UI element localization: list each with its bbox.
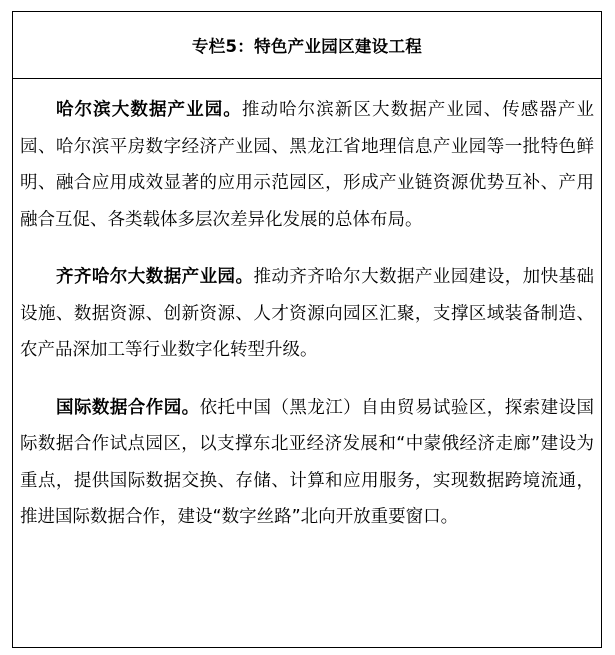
section-heading: 哈尔滨大数据产业园。	[56, 100, 242, 120]
section-text: 推动齐齐哈尔大数据产业园建设，加快基础设施、数据资源、创新资源、人才资源向园区汇聚，支撑区域装备制造、农产品深加工等行业数字化转型升级。	[20, 267, 595, 360]
section-qiqihar-big-data-park	[20, 259, 594, 369]
section-heading: 国际数据合作园。	[56, 397, 200, 418]
box-title: 专栏5：特色产业园区建设工程	[191, 37, 423, 56]
box-body	[13, 78, 601, 557]
section-harbin-big-data-park	[20, 92, 594, 238]
feature-box	[12, 11, 602, 648]
section-text: 依托中国（黑龙江）自由贸易试验区，探索建设国际数据合作试点园区，以支撑东北亚经济发展和“中蒙俄经济走廊”建设为重点，提供国际数据交换、存储、计算和应用服务，实现数据跨境流通，推进国际数据合作，建设“数字丝路”北向开放重要窗口。	[20, 397, 595, 527]
box-header	[13, 12, 601, 79]
section-international-data-park	[20, 390, 594, 536]
section-heading: 齐齐哈尔大数据产业园。	[56, 267, 254, 287]
section-text: 推动哈尔滨新区大数据产业园、传感器产业园、哈尔滨平房数字经济产业园、黑龙江省地理信息产业园等一批特色鲜明、融合应用成效显著的应用示范园区，形成产业链资源优势互补、产用融合互促、各类载体多层次差异化发展的总体布局。	[20, 100, 595, 230]
